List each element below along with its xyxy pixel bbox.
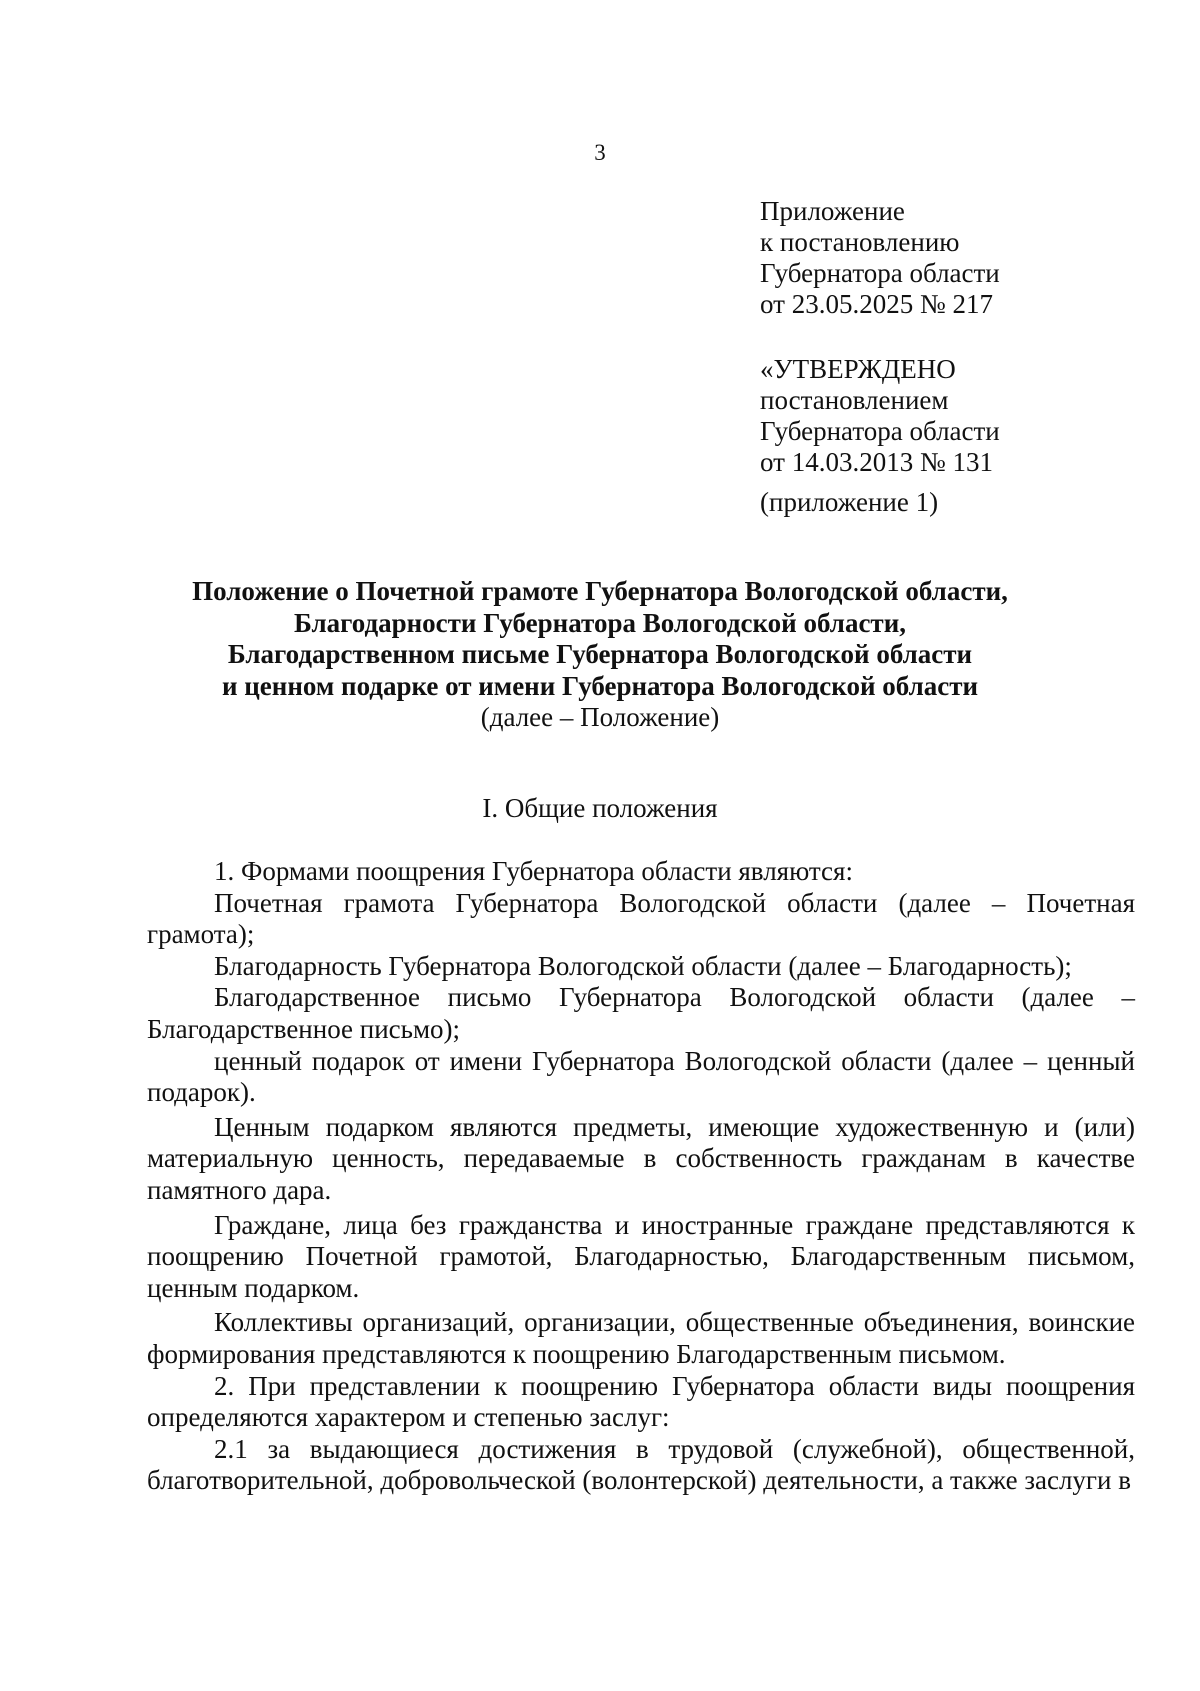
body-text	[147, 856, 1135, 1497]
page-number: 3	[594, 140, 606, 165]
paragraph: Коллективы организаций, организации, общественные объединения, воинские формирования представляются к поощрению Благодарственным письмом.	[147, 1307, 1135, 1369]
approved-date-line: от 14.03.2013 № 131	[760, 447, 993, 477]
title-line: Благодарности Губернатора Вологодской области,	[294, 607, 906, 638]
paragraph: 2. При представлении к поощрению Губернатора области виды поощрения определяются характером и степенью заслуг:	[147, 1370, 1135, 1433]
paragraph: ценный подарок от имени Губернатора Вологодской области (далее – ценный подарок).	[147, 1045, 1135, 1108]
paragraph: Благодарность Губернатора Вологодской области (далее – Благодарность);	[214, 950, 1072, 981]
annex-block	[760, 196, 1140, 320]
paragraph: Благодарственное письмо Губернатора Вологодской области (далее – Благодарственное письмо);	[147, 982, 1135, 1044]
annex-line: к постановлению	[760, 227, 960, 257]
paragraph: Ценным подарком являются предметы, имеющие художественную и (или) материальную ценность, передаваемые в собственность гражданам в качестве памятного дара.	[147, 1111, 1135, 1205]
annex-line: Приложение	[760, 196, 905, 226]
approved-line: постановлением	[760, 385, 949, 415]
title-line: и ценном подарке от имени Губернатора Вологодской области	[221, 670, 979, 701]
approved-line: «УТВЕРЖДЕНО	[760, 354, 956, 384]
paragraph: Граждане, лица без гражданства и иностранные граждане представляются к поощрению Почетной грамотой, Благодарностью, Благодарственным письмом, ценным подарком.	[147, 1209, 1135, 1303]
approved-block	[760, 354, 1140, 518]
paragraph: 1. Формами поощрения Губернатора области являются:	[214, 856, 853, 886]
approved-note: (приложение 1)	[760, 487, 939, 517]
document-title	[0, 576, 1200, 734]
approved-line: Губернатора области	[760, 416, 1000, 446]
paragraph: Почетная грамота Губернатора Вологодской области (далее – Почетная грамота);	[147, 887, 1135, 950]
title-subtitle: (далее – Положение)	[480, 702, 720, 732]
title-line: Положение о Почетной грамоте Губернатора Вологодской области,	[192, 576, 1008, 606]
paragraph: 2.1 за выдающиеся достижения в трудовой (служебной), общественной, благотворительной, добровольческой (волонтерской) деятельности, а также заслуги в	[147, 1433, 1135, 1496]
annex-date-line: от 23.05.2025 № 217	[760, 289, 993, 319]
title-line: Благодарственном письме Губернатора Вологодской области	[227, 639, 973, 669]
annex-line: Губернатора области	[760, 258, 1000, 288]
section-heading: I. Общие положения	[482, 793, 718, 823]
